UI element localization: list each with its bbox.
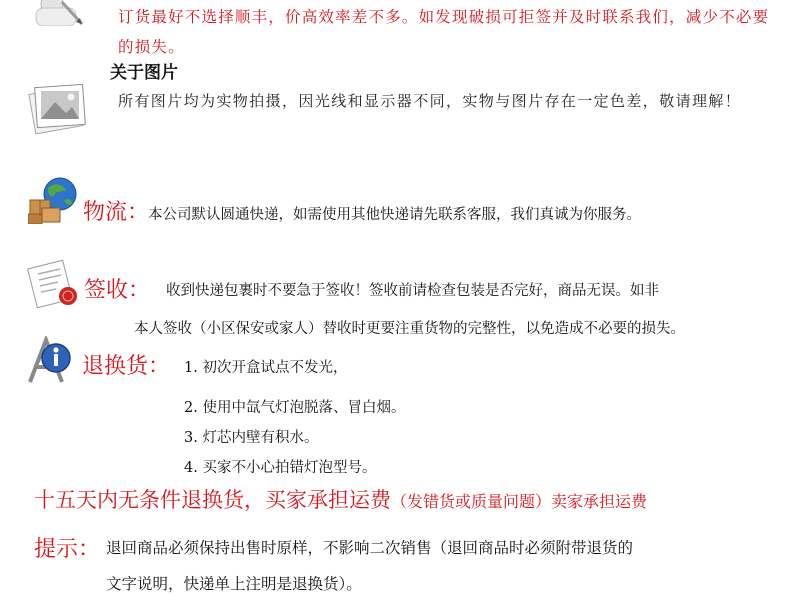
globe-boxes-icon — [28, 176, 80, 224]
tip-line-2: 文字说明，快递单上注明是退换货）。 — [106, 575, 362, 593]
tip-line-1: 退回商品必须保持出售时原样，不影响二次销售（退回商品时必须附带退货的 — [106, 539, 634, 557]
return-policy-main: 十五天内无条件退换货，买家承担运费 — [34, 488, 391, 512]
logistics-heading: 物流： — [83, 200, 150, 225]
photos-title: 关于图片 — [110, 63, 178, 83]
signing-line-2: 本人签收（小区保安或家人）替收时更要注重货物的完整性，以免造成不必要的损失。 — [134, 321, 685, 337]
return-item-3: 3. 灯芯内壁有积水。 — [184, 430, 319, 446]
return-policy-sub: （发错货或质量问题）卖家承担运费 — [391, 492, 648, 511]
return-item-4: 4. 买家不小心拍错灯泡型号。 — [184, 460, 377, 476]
signing-line-1: 收到快递包裹时不要急于签收！签收前请检查包装是否完好，商品无误。如非 — [166, 283, 659, 299]
return-policy — [34, 484, 647, 514]
photos-text: 所有图片均为实物拍摄，因光线和显示器不同，实物与图片存在一定色差，敬请理解！ — [118, 92, 742, 110]
returns-heading: 退换货： — [82, 354, 171, 379]
tip-heading: 提示： — [34, 537, 101, 562]
photo-frame-icon — [22, 76, 90, 140]
info-letter-icon — [26, 336, 78, 386]
signing-heading: 签收： — [84, 278, 151, 303]
logistics-text: 本公司默认圆通快递，如需使用其他快递请先联系客服，我们真诚为你服务。 — [148, 207, 641, 223]
return-item-1: 1. 初次开盒试点不发光， — [184, 360, 348, 376]
return-item-2: 2. 使用中氙气灯泡脱落、冒白烟。 — [184, 400, 406, 416]
person-pencil-icon — [0, 0, 90, 26]
document-stamp-icon — [26, 258, 82, 308]
shipping-notice: 订货最好不选择顺丰，价高效率差不多。如发现破损可拒签并及时联系我们，减少不必要的损失。 — [118, 8, 770, 56]
